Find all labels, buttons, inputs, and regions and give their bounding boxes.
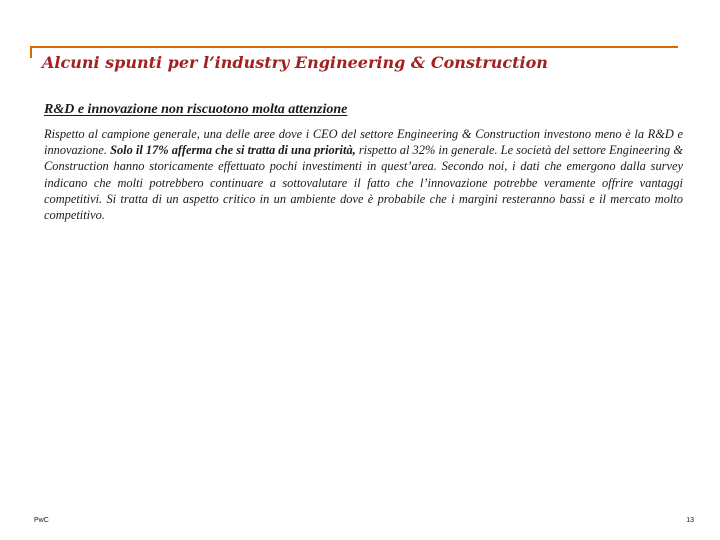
page-number: 13 — [686, 517, 694, 524]
body-text-part1: Rispetto al campione generale, una delle aree dove i CEO del settore Engineering & Construction investono meno è la R&D e innovazione. — [44, 127, 683, 158]
body-text-emphasis: Solo il 17% afferma che si tratta di una priorità, — [110, 143, 356, 158]
title-rule-tick — [30, 46, 32, 58]
footer-logo: PwC — [34, 517, 49, 524]
slide-title: Alcuni spunti per l’industry Engineering & Construction — [42, 53, 548, 72]
body-text-part2: rispetto al 32% in generale. Le società del settore Engineering & Construction hanno storicamente effettuato pochi investimenti in quest’area. Secondo noi, i dati che emergono dalla survey indicano che molti potrebbero continuare a sottovalutare il fatto che l’innovazione potrebbe veramente offrire vantaggi competitivi. Si tratta di un aspetto critico in un ambiente dove è probabile che i margini resteranno bassi e il mercato molto competitivo. — [44, 143, 683, 223]
body-paragraph — [44, 126, 683, 223]
title-rule — [30, 46, 678, 48]
section-heading: R&D e innovazione non riscuotono molta attenzione — [44, 102, 348, 117]
